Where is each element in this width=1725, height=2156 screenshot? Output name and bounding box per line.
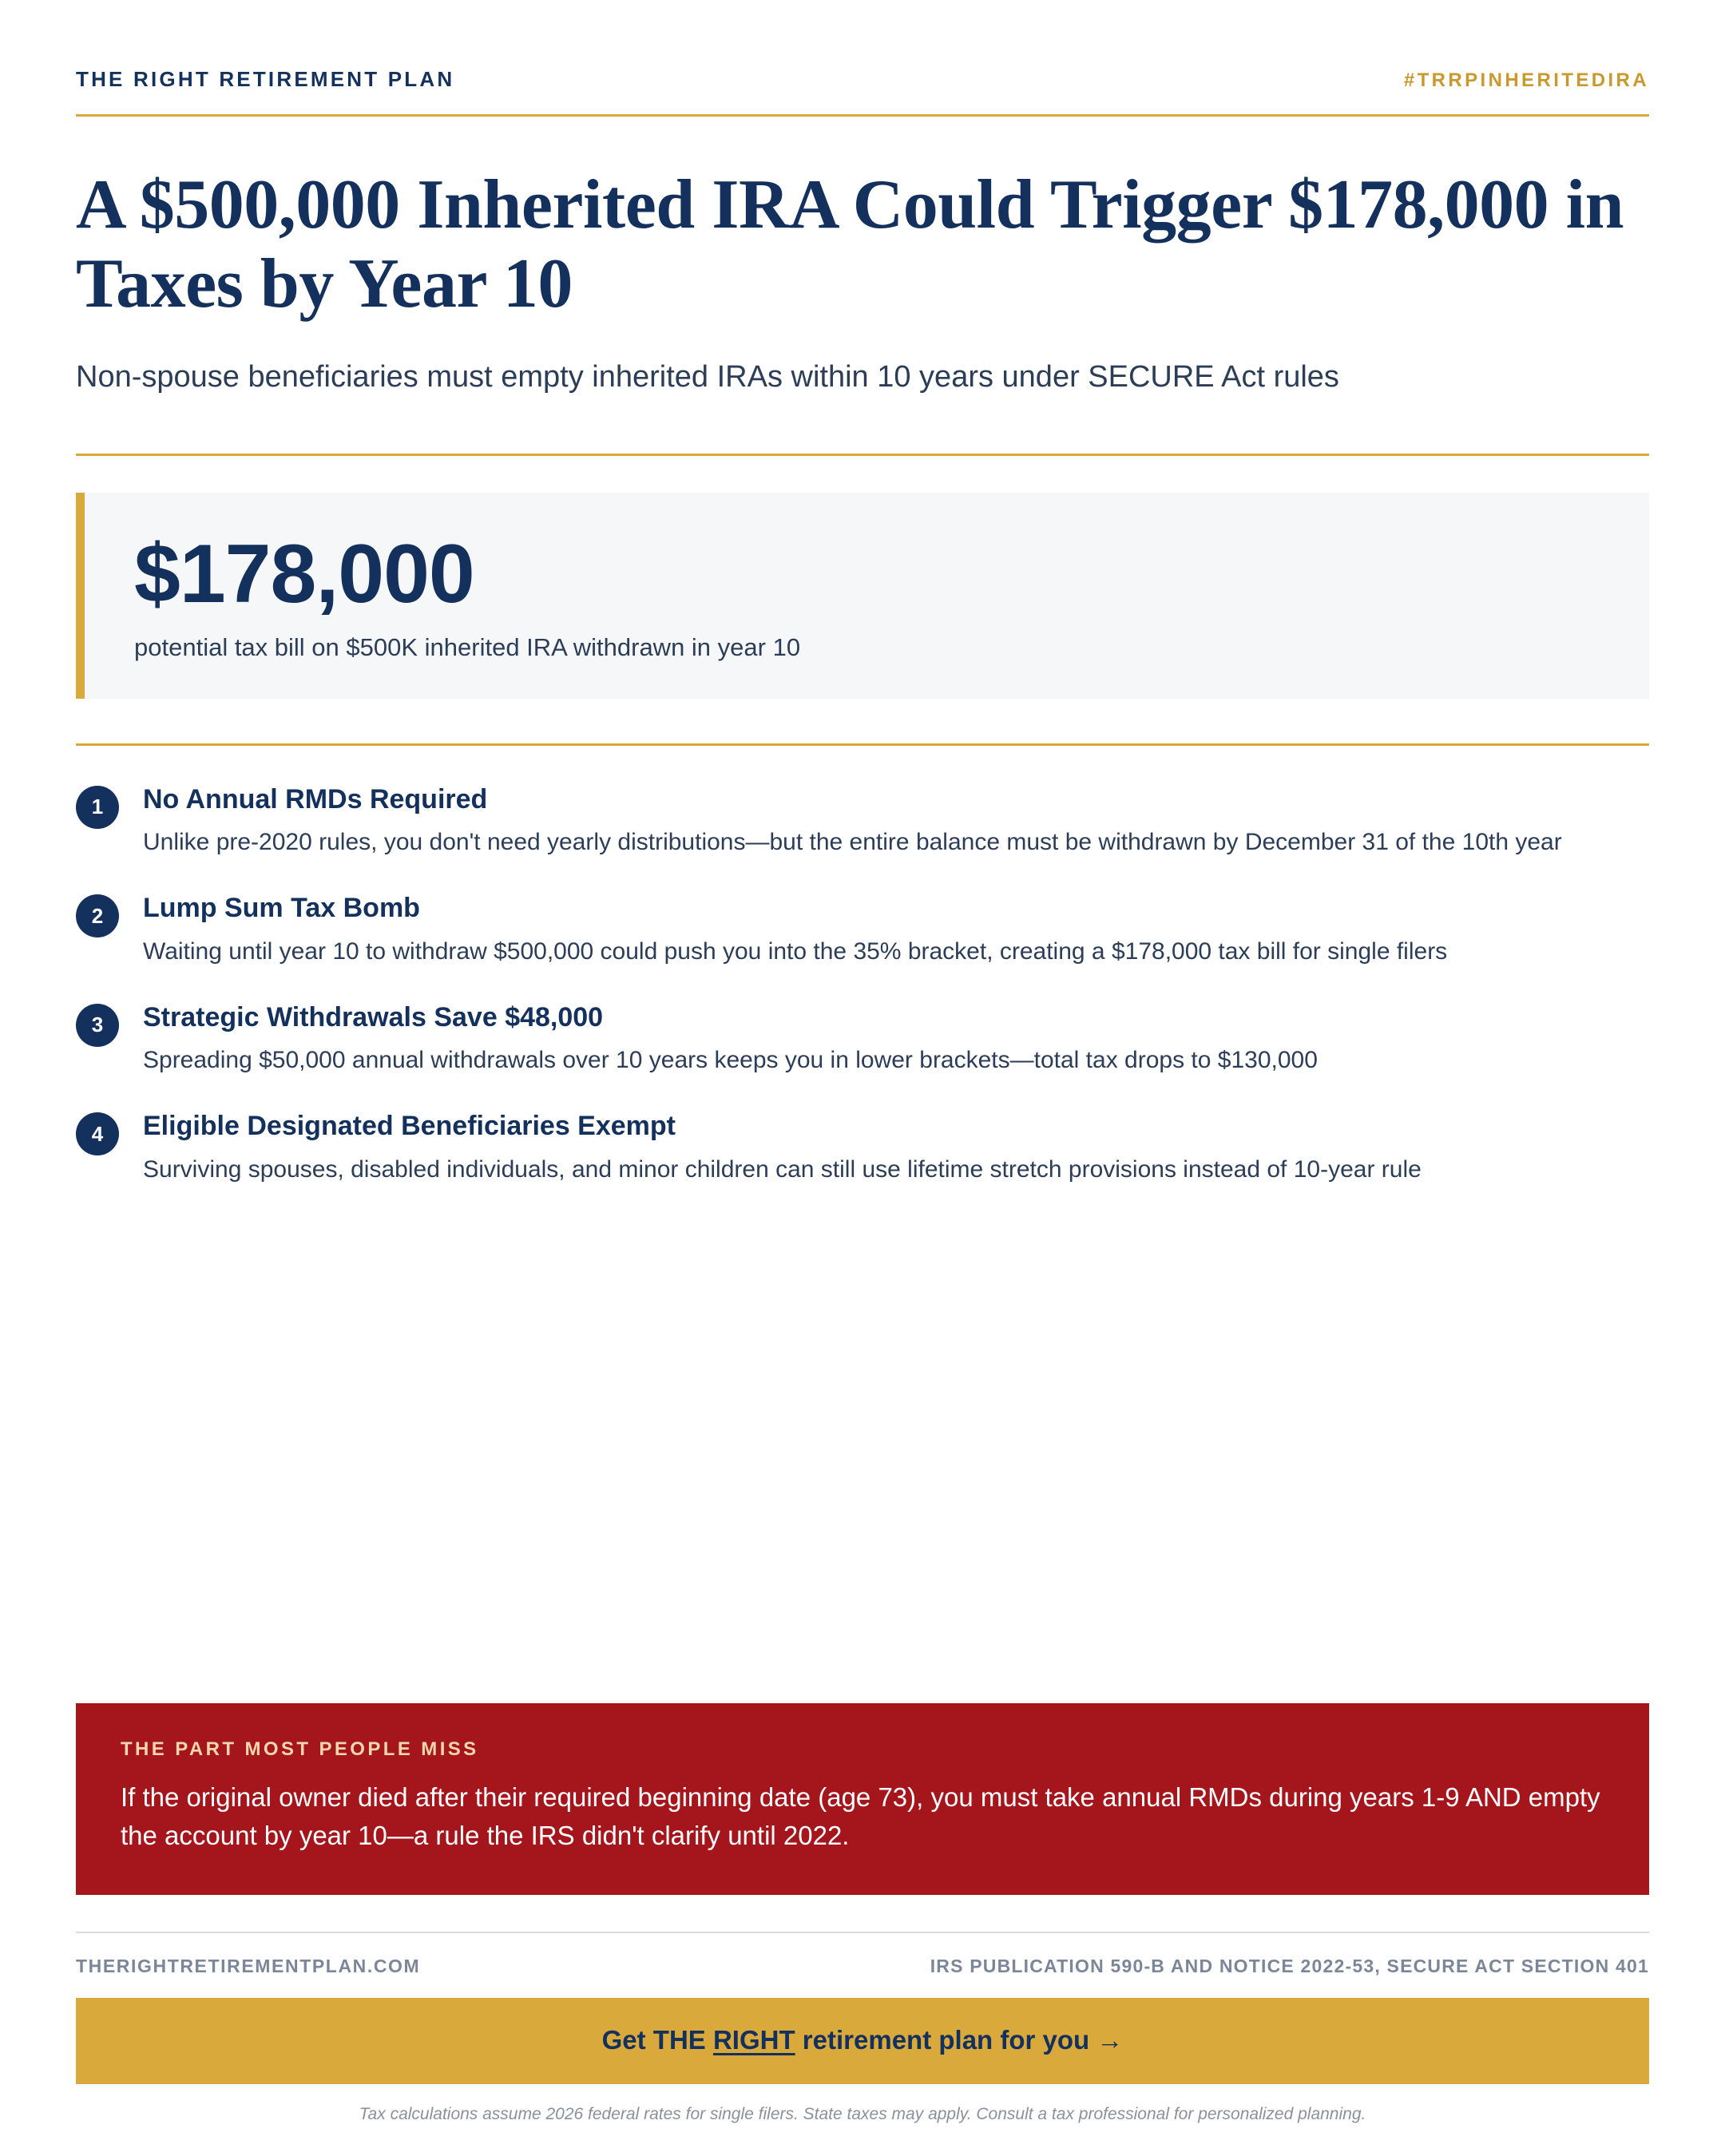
list-item <box>76 891 1649 969</box>
point-number-badge: 4 <box>76 1112 119 1155</box>
footer-source: IRS PUBLICATION 590-B AND NOTICE 2022-53, SECURE ACT SECTION 401 <box>930 1956 1649 1976</box>
layout-spacer <box>76 1187 1649 1704</box>
page-subtitle: Non-spouse beneficiaries must empty inherited IRAs within 10 years under SECURE Act rules <box>76 360 1339 394</box>
masthead <box>76 0 1649 92</box>
page-title: A $500,000 Inherited IRA Could Trigger $178,000 in Taxes by Year 10 <box>76 166 1624 323</box>
key-stat-value: $178,000 <box>134 528 474 621</box>
list-item <box>76 1001 1649 1078</box>
callout-text: If the original owner died after their required beginning date (age 73), you must take annual RMDs during years 1-9 AND empty the account by year 10—a rule the IRS didn't clarify until 2022. <box>121 1782 1600 1851</box>
key-stat-caption: potential tax bill on $500K inherited IRA withdrawn in year 10 <box>134 632 801 661</box>
campaign-hashtag: #TRRPINHERITEDIRA <box>1403 69 1649 91</box>
cta-text-pre: Get THE <box>601 2025 713 2055</box>
point-number-badge: 1 <box>76 786 119 829</box>
point-description: Waiting until year 10 to withdraw $500,000 could push you into the 35% bracket, creating a $178,000 tax bill for single filers <box>143 937 1448 965</box>
header-divider <box>76 114 1649 117</box>
key-points-list <box>76 783 1649 1187</box>
key-stat-band <box>76 493 1649 698</box>
stat-divider <box>76 743 1649 746</box>
point-description: Unlike pre-2020 rules, you don't need yearly distributions—but the entire balance must be withdrawn by December 31 of the 10th year <box>143 829 1562 856</box>
footer-meta <box>76 1933 1649 1977</box>
brand-name: THE RIGHT RETIREMENT PLAN <box>76 67 455 91</box>
cta-text-post: retirement plan for you → <box>795 2025 1124 2055</box>
point-body <box>143 1109 1422 1187</box>
point-title: Eligible Designated Beneficiaries Exempt <box>143 1111 676 1142</box>
cta-button[interactable] <box>76 1998 1649 2084</box>
point-title: Lump Sum Tax Bomb <box>143 893 420 924</box>
point-title: No Annual RMDs Required <box>143 783 488 814</box>
point-body <box>143 1001 1318 1078</box>
point-number-badge: 3 <box>76 1004 119 1047</box>
footer-website[interactable]: THERIGHTRETIREMENTPLAN.COM <box>76 1956 421 1976</box>
title-divider <box>76 454 1649 456</box>
disclaimer-text: Tax calculations assume 2026 federal rates for single filers. State taxes may apply. Consult a tax professional for personalized planning. <box>359 2105 1366 2123</box>
callout-box <box>76 1703 1649 1895</box>
point-description: Spreading $50,000 annual withdrawals over 10 years keeps you in lower brackets—total tax drops to $130,000 <box>143 1047 1318 1074</box>
list-item <box>76 783 1649 860</box>
point-title: Strategic Withdrawals Save $48,000 <box>143 1001 604 1032</box>
cta-text-emphasis: RIGHT <box>712 2025 795 2055</box>
callout-label: THE PART MOST PEOPLE MISS <box>121 1738 479 1761</box>
point-description: Surviving spouses, disabled individuals, and minor children can still use lifetime stretch provisions instead of 10-year rule <box>143 1155 1422 1183</box>
point-body <box>143 783 1562 860</box>
point-number-badge: 2 <box>76 894 119 937</box>
point-body <box>143 891 1447 969</box>
list-item <box>76 1109 1649 1187</box>
